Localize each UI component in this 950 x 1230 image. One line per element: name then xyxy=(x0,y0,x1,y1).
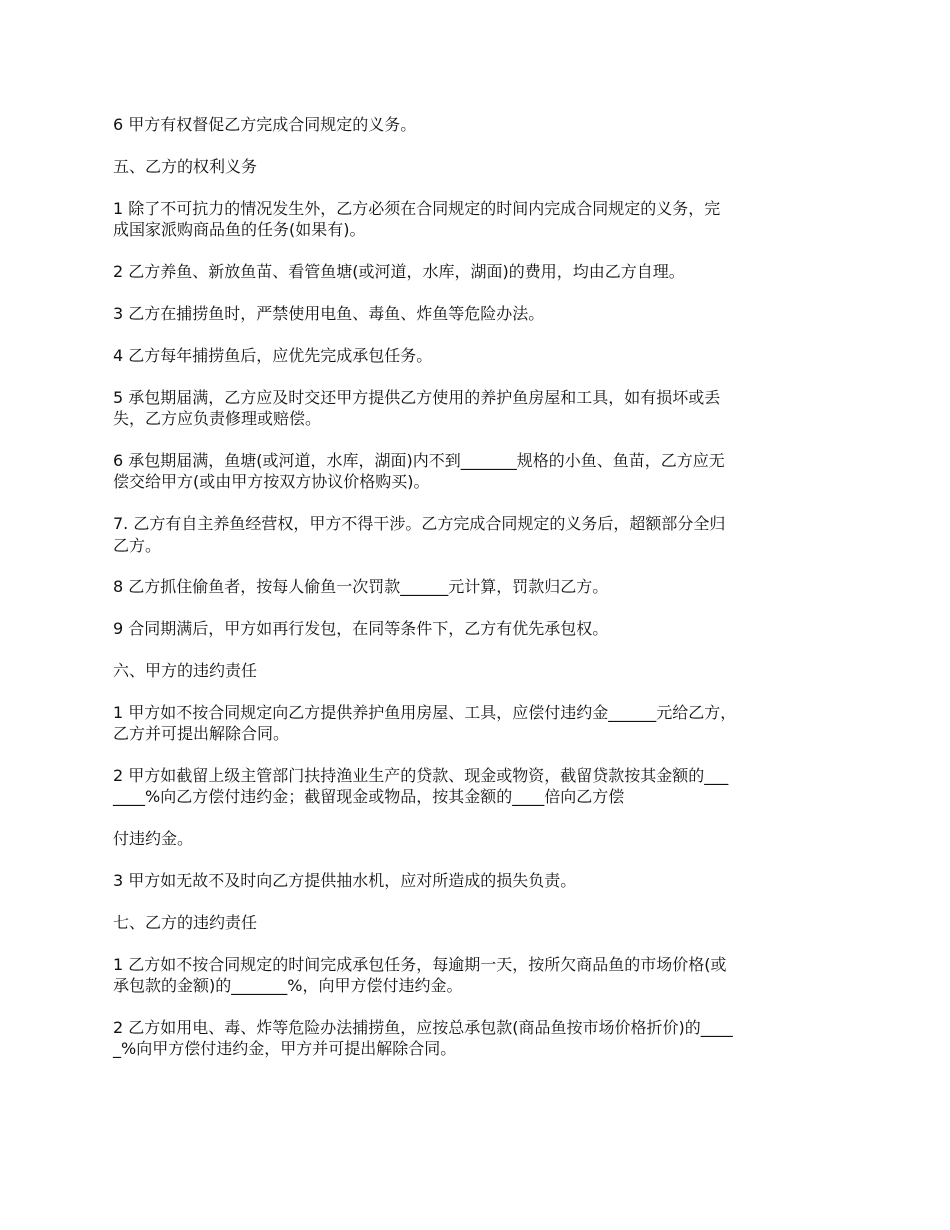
clause-b1-line1: 1 除了不可抗力的情况发生外，乙方必须在合同规定的时间内完成合同规定的义务，完 xyxy=(113,199,721,218)
section-heading-5: 五、乙方的权利义务 xyxy=(113,157,258,176)
clause-d1-line1: 1 乙方如不按合同规定的时间完成承包任务，每逾期一天，按所欠商品鱼的市场价格(或 xyxy=(113,955,727,974)
clause-d1-line2: 承包款的金额)的_______%，向甲方偿付违约金。 xyxy=(113,976,463,995)
clause-c2-line2: ____%向乙方偿付违约金；截留现金或物品，按其金额的____倍向乙方偿 xyxy=(113,787,625,806)
section-heading-6: 六、甲方的违约责任 xyxy=(113,661,258,680)
clause-d2-line2: _%向甲方偿付违约金，甲方并可提出解除合同。 xyxy=(113,1039,457,1058)
clause-b6-line2: 偿交给甲方(或由甲方按双方协议价格购买)。 xyxy=(113,472,430,491)
clause-b5-line2: 失，乙方应负责修理或赔偿。 xyxy=(113,409,322,428)
clause-c1-line2: 乙方并可提出解除合同。 xyxy=(113,724,290,743)
clause-b4: 4 乙方每年捕捞鱼后，应优先完成承包任务。 xyxy=(113,346,433,365)
clause-d2-line1: 2 乙方如用电、毒、炸等危险办法捕捞鱼，应按总承包款(商品鱼按市场价格折价)的____ xyxy=(113,1018,733,1037)
clause-a6: 6 甲方有权督促乙方完成合同规定的义务。 xyxy=(113,115,417,134)
clause-b1-line2: 成国家派购商品鱼的任务(如果有)。 xyxy=(113,220,366,239)
clause-c2-line1: 2 甲方如截留上级主管部门扶持渔业生产的贷款、现金或物资，截留贷款按其金额的___ xyxy=(113,766,729,785)
clause-b6-line1: 6 承包期届满，鱼塘(或河道，水库，湖面)内不到_______规格的小鱼、鱼苗，乙方应无 xyxy=(113,451,725,470)
clause-b5-line1: 5 承包期届满，乙方应及时交还甲方提供乙方使用的养护鱼房屋和工具，如有损坏或丢 xyxy=(113,388,721,407)
clause-b2: 2 乙方养鱼、新放鱼苗、看管鱼塘(或河道，水库，湖面)的费用，均由乙方自理。 xyxy=(113,262,685,281)
section-heading-7: 七、乙方的违约责任 xyxy=(113,913,258,932)
clause-c1-line1: 1 甲方如不按合同规定向乙方提供养护鱼用房屋、工具，应偿付违约金______元给乙方， xyxy=(113,703,737,722)
clause-c2-line3: 付违约金。 xyxy=(113,829,194,848)
clause-b7-line1: 7. 乙方有自主养鱼经营权，甲方不得干涉。乙方完成合同规定的义务后，超额部分全归 xyxy=(113,514,726,533)
clause-c3: 3 甲方如无故不及时向乙方提供抽水机，应对所造成的损失负责。 xyxy=(113,871,577,890)
clause-b9: 9 合同期满后，甲方如再行发包，在同等条件下，乙方有优先承包权。 xyxy=(113,619,609,638)
clause-b7-line2: 乙方。 xyxy=(113,536,162,555)
clause-b8: 8 乙方抓住偷鱼者，按每人偷鱼一次罚款______元计算，罚款归乙方。 xyxy=(113,577,609,596)
clause-b3: 3 乙方在捕捞鱼时，严禁使用电鱼、毒鱼、炸鱼等危险办法。 xyxy=(113,304,545,323)
